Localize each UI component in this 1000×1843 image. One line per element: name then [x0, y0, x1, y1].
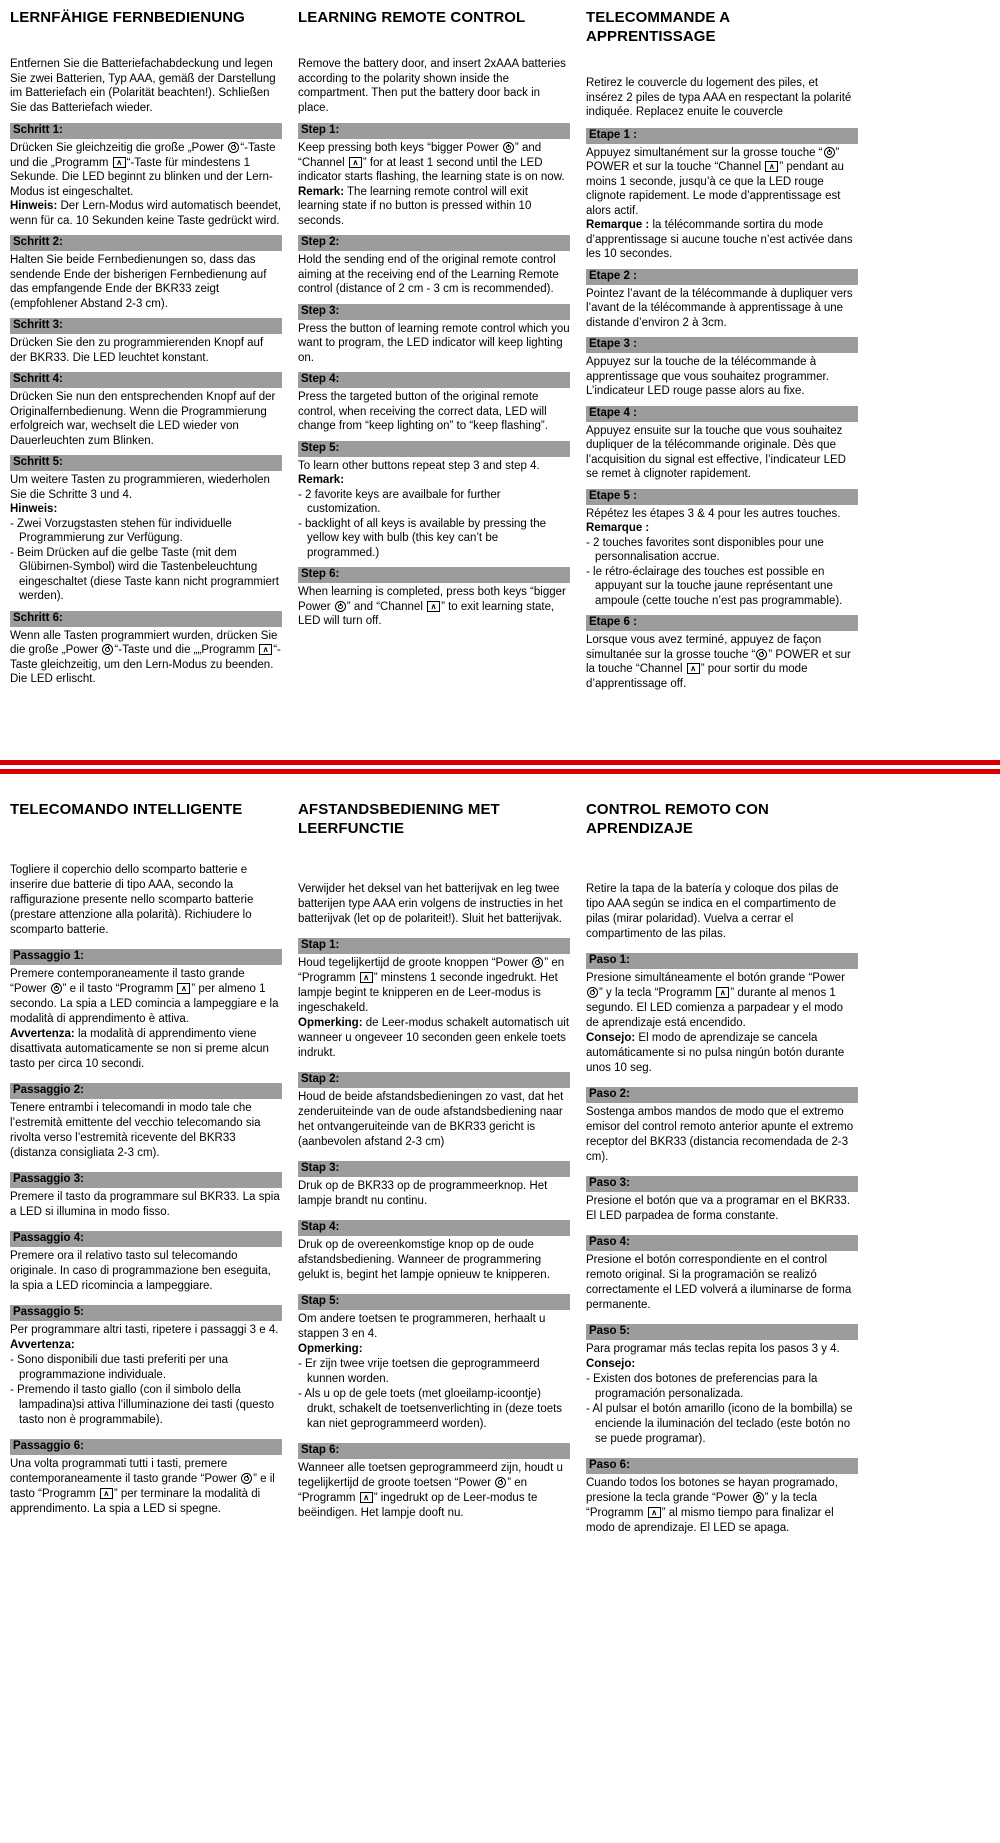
step-paragraph: Presione el botón que va a programar en el BKR33. El LED parpadea de forma constante. — [586, 1195, 851, 1222]
step-paragraph: Press the button of learning remote control which you want to program, the LED indicator will keep lighting on. — [298, 322, 570, 364]
step-header: Passaggio 5: — [10, 1305, 282, 1321]
step-paragraph: Press the targeted button of the original remote control, when receiving the correct data, LED will change from “keep lighting on” to “keep flashing”. — [298, 391, 548, 432]
step-paragraph: Lorsque vous avez terminé, appuyez de façon simultanée sur la grosse touche “ ” POWER et sur la touche “Channel ∧” pour sortir du mode d’apprentissage off. — [586, 633, 858, 691]
power-icon — [51, 983, 62, 994]
step-header: Step 2: — [298, 235, 570, 251]
step-header: Schritt 4: — [10, 372, 282, 388]
step-header: Stap 4: — [298, 1220, 570, 1236]
power-icon — [102, 644, 113, 655]
power-icon — [503, 142, 514, 153]
step-paragraph: Hold the sending end of the original remote control aiming at the receiving end of the Learning Remote control (distance of 2 cm - 3 cm is recommended). — [298, 254, 559, 295]
step-header: Passaggio 4: — [10, 1231, 282, 1247]
column-title-english: LEARNING REMOTE CONTROL — [298, 9, 526, 26]
steps-spanish — [586, 953, 858, 1536]
step-paragraph: Houd tegelijkertijd de groote knoppen “Power ” en “Programm ∧” minstens 1 seconde ingedrukt. Het lampje begint te knipperen en de Leer-modus is ingeschakeld. — [298, 956, 570, 1016]
step-header: Schritt 6: — [10, 611, 282, 627]
bullet-item: - Sono disponibili due tasti preferiti per una programmazione individuale. — [10, 1354, 228, 1381]
steps-french — [586, 128, 858, 692]
column-english — [298, 8, 570, 629]
step-header: Etape 5 : — [586, 489, 858, 505]
step-header: Stap 5: — [298, 1294, 570, 1310]
bullet-item: - Zwei Vorzugstasten stehen für individuelle Programmierung zur Verfügung. — [10, 517, 232, 544]
step-paragraph: Appuyez simultanément sur la grosse touche “ ” POWER et sur la touche “Channel ∧” pendant au moins 1 seconde, jusqu’à ce que la LED rouge clignote rapidement. Le mode d’apprentissage est alors actif. — [586, 146, 858, 219]
step-header: Stap 6: — [298, 1443, 570, 1459]
step-paragraph: Per programmare altri tasti, ripetere i passaggi 3 e 4. — [10, 1324, 279, 1336]
step-header: Paso 3: — [586, 1176, 858, 1192]
step-header: Passaggio 1: — [10, 949, 282, 965]
power-icon — [587, 987, 598, 998]
step-header: Etape 6 : — [586, 615, 858, 631]
note-label: Avvertenza: — [10, 1028, 75, 1040]
step-paragraph: Una volta programmati tutti i tasti, premere contemporaneamente il tasto grande “Power ” e il tasto “Programm ∧” per terminare la modalità di apprendimento. La spia a LED si spegne. — [10, 1457, 282, 1517]
step-header: Schritt 1: — [10, 123, 282, 139]
note-paragraph — [10, 502, 282, 517]
step-paragraph: Tenere entrambi i telecomandi in modo tale che l’estremità emittente del vecchio telecomando sia rivolta verso l’estremità ricevente del BKR33 (distanza consigliata 2-3 cm). — [10, 1102, 261, 1159]
column-german — [10, 8, 282, 687]
step-paragraph: Premere ora il relativo tasto sul telecomando originale. In caso di programmazione ben eseguita, la spia a LED ricomincia a lampeggiare. — [10, 1250, 271, 1292]
step-paragraph: Wanneer alle toetsen geprogrammeerd zijn, houdt u tegelijkertijd de groote toetsen “Power ” en “Programm ∧” ingedrukt op de Leer-modus te beëindigen. Het lampje dooft nu. — [298, 1461, 570, 1521]
note-label: Remark: — [298, 185, 345, 198]
note-label: Consejo: — [586, 1032, 636, 1044]
column-italian — [10, 800, 282, 1517]
note-label: Hinweis: — [10, 200, 58, 212]
steps-german — [10, 123, 282, 687]
step-paragraph: Para programar más teclas repita los pasos 3 y 4. — [586, 1343, 840, 1355]
step-header: Etape 2 : — [586, 269, 858, 285]
power-icon — [495, 1477, 506, 1488]
step-paragraph: Druk op de overeenkomstige knop op de oude afstandsbediening. Wanneer de programmering gelukt is, begint het lampje opnieuw te knipperen. — [298, 1239, 550, 1281]
bullet-item: - Beim Drücken auf die gelbe Taste (mit dem Glübirnen-Symbol) wird die Tastenbeleuchtung eingeschaltet (diese Taste kann nicht programmiert werden). — [10, 546, 279, 602]
note-label: Avvertenza: — [10, 1339, 75, 1351]
step-header: Stap 3: — [298, 1161, 570, 1177]
step-paragraph: Keep pressing both keys “bigger Power ” and “Channel ∧” for at least 1 second until the LED indicator starts flashing, the learning state is on now. — [298, 141, 570, 185]
step-paragraph: Om andere toetsen te programmeren, herhaalt u stappen 3 en 4. — [298, 1313, 546, 1340]
note-label: Opmerking: — [298, 1343, 363, 1355]
bullet-item: - Er zijn twee vrije toetsen die geprogrammeerd kunnen worden. — [298, 1358, 540, 1385]
step-paragraph: Drücken Sie gleichzeitig die große „Power “-Taste und die „Programm ∧“-Taste für mindestens 1 Sekunde. Die LED beginnt zu blinken und der Lern-Modus ist eingeschaltet. — [10, 141, 282, 199]
step-paragraph: Appuyez sur la touche de la télécommande à apprentissage que vous souhaitez programmer. L’indicateur LED rouge passe alors au fixe. — [586, 356, 829, 397]
power-icon — [228, 142, 239, 153]
column-title-italian: TELECOMANDO INTELLIGENTE — [10, 801, 243, 818]
intro-paragraph-dutch: Verwijder het deksel van het batterijvak en leg twee batterijen type AAA erin volgens de instructies in het batterijvak (let op de polariteit!). Sluit het batterijvak. — [298, 883, 563, 925]
power-icon — [335, 601, 346, 612]
power-icon — [532, 957, 543, 968]
channel-up-icon — [259, 644, 272, 655]
step-paragraph: Répétez les étapes 3 & 4 pour les autres touches. — [586, 507, 841, 520]
intro-paragraph-french: Retirez le couvercle du logement des piles, et insérez 2 piles de typa AAA en respectant la polarité indiquée. Replacez enuite le couvercle — [586, 77, 852, 118]
step-paragraph: Presione simultáneamente el botón grande “Power ” y la tecla “Programm ∧” durante al menos 1 segundo. El LED comienza a parpadear y el modo de aprendizaje está encendido. — [586, 971, 858, 1031]
step-header: Paso 4: — [586, 1235, 858, 1251]
step-header: Stap 2: — [298, 1072, 570, 1088]
column-french — [586, 8, 858, 691]
step-paragraph: Druk op de BKR33 op de programmeerknop. Het lampje brandt nu continu. — [298, 1180, 548, 1207]
channel-up-icon — [716, 987, 729, 998]
step-header: Paso 6: — [586, 1458, 858, 1474]
step-header: Schritt 5: — [10, 455, 282, 471]
step-header: Passaggio 6: — [10, 1439, 282, 1455]
step-paragraph: Drücken Sie nun den entsprechenden Knopf auf der Originalfernbedienung. Wenn die Programmierung erfolgreich war, wechselt die LED wieder von Dauerleuchten zum Blinken. — [10, 391, 276, 447]
column-spanish — [586, 800, 858, 1536]
note-label: Remark: — [298, 474, 345, 486]
step-header: Etape 1 : — [586, 128, 858, 144]
channel-up-icon — [177, 983, 190, 994]
step-header: Etape 3 : — [586, 337, 858, 353]
channel-up-icon — [113, 157, 126, 168]
step-paragraph: Premere contemporaneamente il tasto grande “Power ” e il tasto “Programm ∧” per almeno 1 secondo. La spia a LED comincia a lampeggiare e la modalità di apprendimento è attiva. — [10, 967, 282, 1027]
note-paragraph: Avvertenza: la modalità di apprendimento viene disattivata automaticamente se non si preme alcun tasto per circa 10 secondi. — [10, 1028, 269, 1070]
steps-english — [298, 123, 570, 629]
bullet-item: - Premendo il tasto giallo (con il simbolo della lampadina)si attiva l’illuminazione dei tasti (questo tasto non è programmabile). — [10, 1384, 275, 1426]
step-paragraph: Drücken Sie den zu programmierenden Knopf auf der BKR33. Die LED leuchtet konstant. — [10, 337, 264, 364]
power-icon — [756, 649, 767, 660]
step-paragraph: Presione el botón correspondiente en el control remoto original. Si la programación se realizó correctamente el LED volverá a iluminarse de forma permanente. — [586, 1254, 852, 1311]
power-icon — [753, 1492, 764, 1503]
step-header: Paso 1: — [586, 953, 858, 969]
note-label: Remarque : — [586, 522, 650, 534]
channel-up-icon — [360, 972, 373, 983]
step-header: Step 1: — [298, 123, 570, 139]
note-label: Hinweis: — [10, 503, 58, 515]
column-title-german: LERNFÄHIGE FERNBEDIENUNG — [10, 9, 245, 26]
channel-up-icon — [765, 161, 778, 172]
steps-italian — [10, 949, 282, 1517]
note-paragraph — [586, 521, 858, 536]
top-panel — [0, 0, 1000, 760]
step-header: Etape 4 : — [586, 406, 858, 422]
step-paragraph: Premere il tasto da programmare sul BKR33. La spia a LED si illumina in modo fisso. — [10, 1191, 280, 1218]
step-header: Step 6: — [298, 567, 570, 583]
step-header: Passaggio 3: — [10, 1172, 282, 1188]
step-header: Schritt 3: — [10, 318, 282, 334]
step-header: Step 3: — [298, 304, 570, 320]
step-paragraph: Houd de beide afstandsbedieningen zo vast, dat het zenderuiteinde van de oude afstandsbediening naar het ontvangeruiteinde van de BKR33 gericht is (aanbevolen afstand 2-3 cm) — [298, 1091, 564, 1148]
bullet-item: - Als u op de gele toets (met gloeilamp-icoontje) drukt, schakelt de toetsenverlichting in (deze toets kan niet geprogrammeerd worden). — [298, 1388, 563, 1430]
channel-up-icon — [427, 601, 440, 612]
note-paragraph: Consejo: El modo de aprendizaje se cancela automáticamente si no pulsa ningún botón durante unos 10 seg. — [586, 1032, 845, 1074]
note-paragraph: Opmerking: de Leer-modus schakelt automatisch uit wanneer u ongeveer 10 seconden geen enkele toets indrukt. — [298, 1017, 570, 1059]
step-header: Schritt 2: — [10, 235, 282, 251]
channel-up-icon — [360, 1492, 373, 1503]
intro-paragraph-italian: Togliere il coperchio dello scomparto batterie e inserire due batterie di tipo AAA, secondo la raffigurazione presente nello scomparto batterie (prestare attenzione alla polarità). Richiudere lo scomparto batterie. — [10, 864, 254, 936]
step-header: Stap 1: — [298, 938, 570, 954]
note-paragraph — [10, 1338, 282, 1353]
intro-paragraph-english: Remove the battery door, and insert 2xAAA batteries according to the polarity shown inside the compartment. Then put the battery door back in place. — [298, 58, 566, 114]
step-header: Paso 2: — [586, 1087, 858, 1103]
note-paragraph — [298, 1342, 570, 1357]
power-icon — [241, 1473, 252, 1484]
bullet-item: - le rétro-éclairage des touches est possible en appuyant sur la touche jaune représentant une ampoule (cette touche n’est pas programmable). — [586, 565, 843, 607]
step-header: Step 5: — [298, 441, 570, 457]
bottom-panel — [0, 774, 1000, 1536]
step-paragraph: Sostenga ambos mandos de modo que el extremo emisor del control remoto anterior apunte el extremo receptor del BKR33 (distancia recomendada de 2-3 cm). — [586, 1106, 854, 1163]
note-paragraph: Remark: The learning remote control will exit learning state if no button is pressed within 10 seconds. — [298, 185, 532, 227]
steps-dutch — [298, 938, 570, 1521]
note-label: Opmerking: — [298, 1017, 363, 1029]
intro-paragraph-spanish: Retire la tapa de la batería y coloque dos pilas de tipo AAA según se indica en el compartimento de pilas (mirar polaridad). Vuelva a cerrar el compartimento de las pilas. — [586, 883, 839, 940]
step-header: Step 4: — [298, 372, 570, 388]
column-title-spanish: CONTROL REMOTO CON APRENDIZAJE — [586, 801, 769, 837]
step-header: Passaggio 2: — [10, 1083, 282, 1099]
note-label: Consejo: — [586, 1358, 636, 1370]
step-paragraph: Um weitere Tasten zu programmieren, wiederholen Sie die Schritte 3 und 4. — [10, 474, 270, 501]
step-header: Paso 5: — [586, 1324, 858, 1340]
bullet-item: - 2 touches favorites sont disponibles pour une personnalisation accrue. — [586, 536, 824, 563]
bullet-item: - Al pulsar el botón amarillo (icono de la bombilla) se enciende la iluminación del teclado (este botón no se puede programar). — [586, 1403, 853, 1445]
column-dutch — [298, 800, 570, 1521]
bullet-item: - Existen dos botones de preferencias para la programación personalizada. — [586, 1373, 818, 1400]
column-title-dutch: AFSTANDSBEDIENING MET LEERFUNCTIE — [298, 801, 500, 837]
channel-up-icon — [349, 157, 362, 168]
bullet-item: - 2 favorite keys are availbale for further customization. — [298, 488, 501, 515]
note-label: Remarque : — [586, 219, 650, 231]
step-paragraph: Wenn alle Tasten programmiert wurden, drücken Sie die große „Power “-Taste und die „„Programm ∧“-Taste gleichzeitig, um den Lern-Modus zu beenden. Die LED erlischt. — [10, 629, 282, 687]
channel-up-icon — [648, 1507, 661, 1518]
step-paragraph: Pointez l’avant de la télécommande à dupliquer vers l’avant de la télécommande à apprentissage à une distande d’environ 2 à 3cm. — [586, 287, 853, 329]
step-paragraph: Halten Sie beide Fernbedienungen so, dass das sendende Ende der bisherigen Fernbedienung auf das empfangende Ende der BKR33 zeigt (empfohlener Abstand 2-3 cm). — [10, 254, 267, 310]
red-divider — [0, 760, 1000, 774]
step-paragraph: Cuando todos los botones se hayan programado, presione la tecla grande “Power ” y la tecla “Programm ∧” al mismo tiempo para finalizar el modo de aprendizaje. El LED se apaga. — [586, 1476, 858, 1536]
power-icon — [824, 147, 835, 158]
step-paragraph: When learning is completed, press both keys “bigger Power ” and “Channel ∧” to exit learning state, LED will turn off. — [298, 585, 570, 629]
channel-up-icon — [687, 663, 700, 674]
step-paragraph: Appuyez ensuite sur la touche que vous souhaitez dupliquer de la télécommande originale. Dès que l’acquisition du signal est effective, l’indicateur LED se remet à clignoter rapidement. — [586, 424, 846, 480]
column-title-french: TELECOMMANDE A APPRENTISSAGE — [586, 9, 730, 45]
note-paragraph: Hinweis: Der Lern-Modus wird automatisch beendet, wenn für ca. 10 Sekunden keine Taste gedrückt wird. — [10, 200, 282, 227]
bullet-item: - backlight of all keys is available by pressing the yellow key with bulb (this key can’t be programmed.) — [298, 517, 547, 559]
channel-up-icon — [100, 1488, 113, 1499]
note-paragraph — [298, 473, 570, 488]
note-paragraph: Remarque : la télécommande sortira du mode d’apprentissage si aucune touche n’est activée dans les 10 secondes. — [586, 219, 853, 260]
step-paragraph: To learn other buttons repeat step 3 and step 4. — [298, 459, 540, 472]
note-paragraph — [586, 1357, 858, 1372]
intro-paragraph-german: Entfernen Sie die Batteriefachabdeckung und legen Sie zwei Batterien, Typ AAA, gemäß der Darstellung im Batteriefach ein (Polarität beachten!). Schließen Sie das Batteriefach wieder. — [10, 58, 276, 114]
